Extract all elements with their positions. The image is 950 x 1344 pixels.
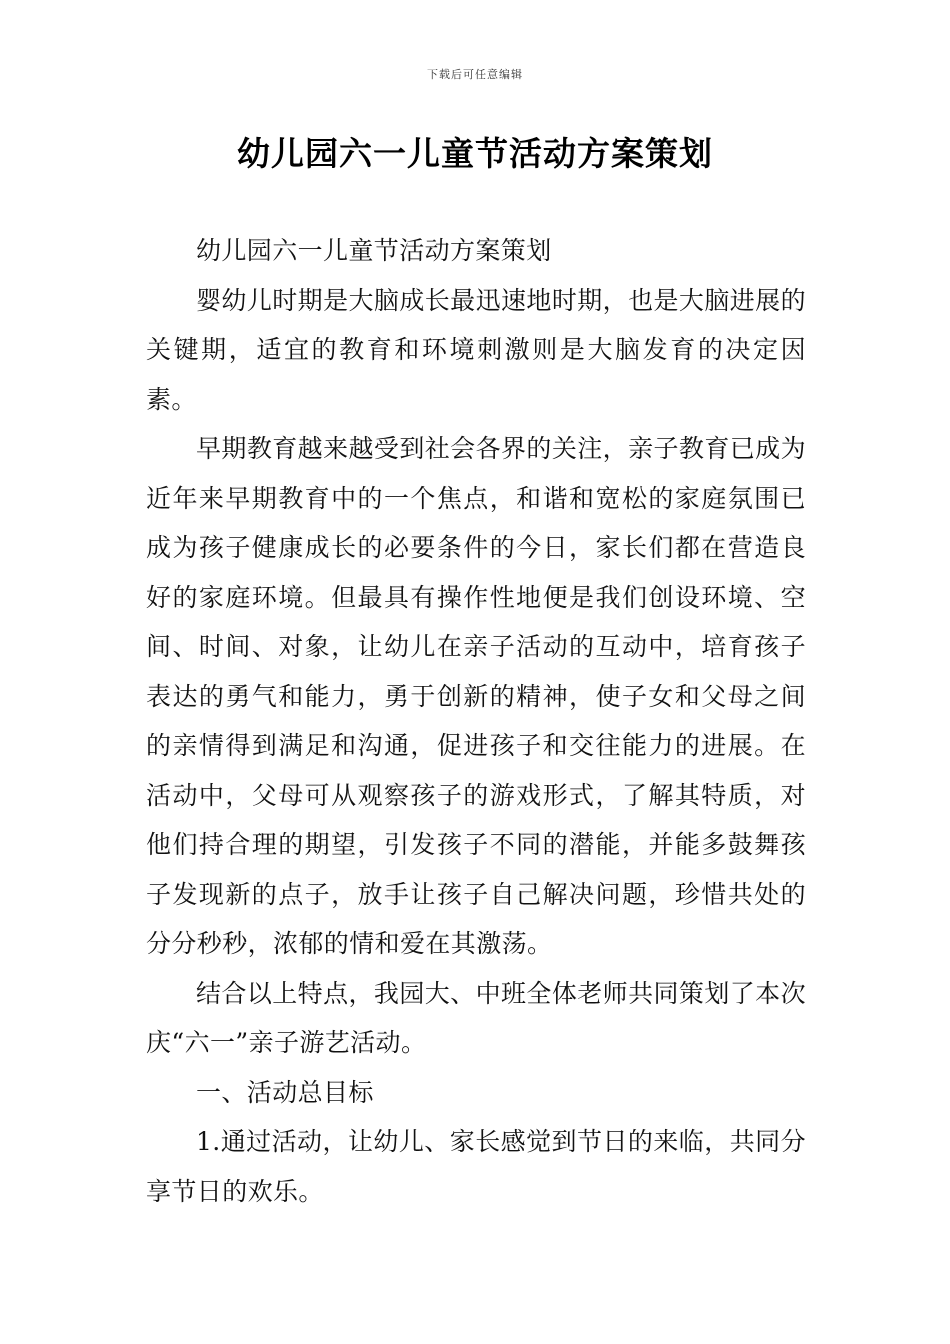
- document-body: [146, 226, 806, 1216]
- header-note: 下载后可任意编辑: [427, 68, 523, 81]
- paragraph-summary: 结合以上特点，我园大、中班全体老师共同策划了本次庆“六一”亲子游艺活动。: [146, 978, 806, 1057]
- section-heading-goals: 一、活动总目标: [196, 1077, 374, 1107]
- paragraph-subtitle: 幼儿园六一儿童节活动方案策划: [196, 236, 552, 265]
- paragraph-goal-1: 1.通过活动，让幼儿、家长感觉到节日的来临，共同分享节日的欢乐。: [146, 1127, 806, 1206]
- document-title: 幼儿园六一儿童节活动方案策划: [237, 134, 713, 173]
- paragraph-early-education: 早期教育越来越受到社会各界的关注，亲子教育已成为近年来早期教育中的一个焦点，和谐和宽松的家庭氛围已成为孩子健康成长的必要条件的今日，家长们都在营造良好的家庭环境。但最具有操作性地便是我们创设环境、空间、时间、对象，让幼儿在亲子活动的互动中，培育孩子表达的勇气和能力，勇于创新的精神，使子女和父母之间的亲情得到满足和沟通，促进孩子和交往能力的进展。在活动中，父母可从观察孩子的游戏形式，了解其特质，对他们持合理的期望，引发孩子不同的潜能，并能多鼓舞孩子发现新的点子，放手让孩子自己解决问题，珍惜共处的分分秒秒，浓郁的情和爱在其激荡。: [146, 434, 806, 958]
- paragraph-intro: 婴幼儿时期是大脑成长最迅速地时期，也是大脑进展的关键期，适宜的教育和环境刺激则是大脑发育的决定因素。: [146, 285, 806, 414]
